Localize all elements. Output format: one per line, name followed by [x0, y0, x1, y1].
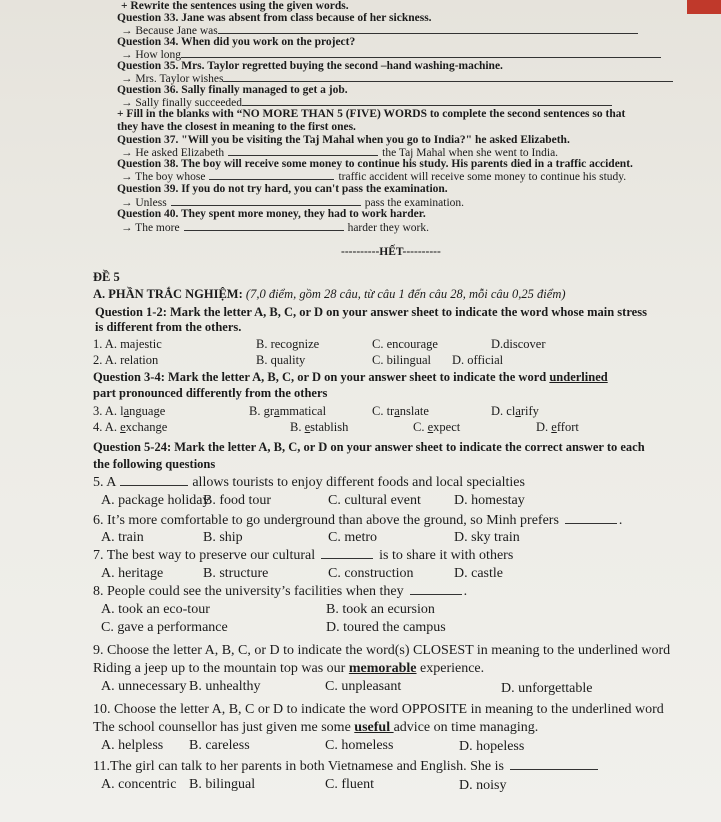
q34-stem: → How long [121, 49, 182, 61]
q4-a-under: e [120, 420, 126, 434]
q3-b-post: mmatical [279, 404, 327, 418]
q1-option-b[interactable]: B. recognize [256, 337, 320, 351]
q35-blank[interactable] [223, 72, 673, 82]
q5-24-instruction-l2: the following questions [93, 457, 216, 471]
q9-option-a[interactable]: A. unnecessary [101, 679, 187, 694]
q4-d-pre: D. [536, 420, 552, 434]
q33-stem: → Because Jane was [121, 25, 218, 37]
rewrite-heading: + Rewrite the sentences using the given words. [121, 0, 349, 12]
q4-c-pre: C. [413, 420, 428, 434]
q3-option-c[interactable] [372, 404, 429, 419]
q5-post: allows tourists to enjoy different foods and local specialties [192, 475, 525, 490]
q36-question: Question 36. Sally finally managed to get a job. [117, 84, 348, 96]
q34-blank[interactable] [181, 48, 661, 58]
q11-option-b[interactable]: B. bilingual [189, 777, 256, 792]
q7-option-d[interactable]: D. castle [454, 566, 503, 581]
q3-c-pre: C. tr [372, 404, 395, 418]
q39-question: Question 39. If you do not try hard, you can't pass the examination. [117, 183, 448, 195]
q40-answer-line [121, 221, 429, 234]
q8-option-d[interactable]: D. toured the campus [326, 620, 446, 635]
q9-option-c[interactable]: C. unpleasant [325, 679, 402, 694]
q6-option-d[interactable]: D. sky train [454, 530, 520, 545]
q3-4-instruction-l2: part pronounced differently from the others [93, 386, 328, 400]
q7-option-b[interactable]: B. structure [203, 566, 269, 581]
q3-option-b[interactable] [249, 404, 326, 419]
q38-question: Question 38. The boy will receive some money to continue his study. His parents died in a traffic accident. [117, 158, 633, 170]
q1-option-a[interactable]: 1. A. majestic [93, 337, 162, 351]
q7-blank[interactable] [321, 549, 373, 559]
q3-c-post: nslate [399, 404, 429, 418]
q5-stem [93, 475, 525, 491]
q4-c-under: e [427, 420, 434, 434]
q40-post: harder they work. [347, 222, 429, 234]
q8-end: . [463, 584, 468, 599]
end-marker: ----------HẾT---------- [341, 246, 441, 258]
q8-option-a[interactable]: A. took an eco-tour [101, 602, 210, 617]
q10-post: advice on time managing. [393, 720, 539, 735]
q3-a-under: a [123, 404, 130, 418]
q7-post: is to share it with others [379, 548, 514, 563]
q3-d-post: rify [520, 404, 539, 418]
q6-stem [93, 513, 622, 529]
q10-option-a[interactable]: A. helpless [101, 738, 164, 753]
q4-d-post: ffort [556, 420, 579, 434]
q3-4-text: Question 3-4: Mark the letter A, B, C, or D on your answer sheet to indicate the word [93, 370, 550, 384]
q40-blank[interactable] [184, 221, 344, 231]
section-a-bold: A. PHẦN TRẮC NGHIỆM: [93, 287, 246, 301]
q38-blank[interactable] [209, 170, 334, 180]
q4-a-post: xchange [125, 420, 168, 434]
red-corner-mark [687, 0, 721, 14]
fill-heading-line2: they have the closest in meaning to the first ones. [117, 121, 356, 133]
q36-stem: → Sally finally succeeded [121, 97, 243, 109]
q9-sentence [93, 661, 484, 677]
q4-b-pre: B. [290, 420, 305, 434]
q9-post: experience. [416, 661, 485, 676]
q2-option-d[interactable]: D. official [452, 353, 504, 367]
q33-question: Question 33. Jane was absent from class because of her sickness. [117, 12, 432, 24]
q34-question: Question 34. When did you work on the project? [117, 36, 356, 48]
q4-option-c[interactable] [413, 420, 460, 435]
q7-pre: 7. The best way to preserve our cultural [93, 548, 316, 563]
q3-d-pre: D. cl [491, 404, 516, 418]
q35-question: Question 35. Mrs. Taylor regretted buying the second –hand washing-machine. [117, 60, 503, 72]
q10-option-c[interactable]: C. homeless [325, 738, 394, 753]
q8-blank[interactable] [410, 585, 462, 595]
q2-option-a[interactable]: 2. A. relation [93, 353, 159, 367]
q4-b-under: e [304, 420, 311, 434]
q10-sentence [93, 720, 538, 736]
q2-option-b[interactable]: B. quality [256, 353, 306, 367]
section-a-italic: (7,0 điểm, gồm 28 câu, từ câu 1 đến câu 28, mỗi câu 0,25 điểm) [245, 287, 566, 301]
q37-pre: → He asked Elizabeth [121, 147, 225, 159]
q6-text: 6. It’s more comfortable to go underground than above the ground, so Minh prefers [93, 513, 559, 528]
q3-option-d[interactable] [491, 404, 539, 419]
q6-end: . [618, 513, 623, 528]
q10-underlined-word: useful [354, 720, 394, 735]
q6-option-a[interactable]: A. train [101, 530, 144, 545]
q37-blank[interactable] [228, 146, 378, 156]
q10-pre: The school counsellor has just given me some [93, 720, 355, 735]
q8-option-c[interactable]: C. gave a performance [101, 620, 228, 635]
q39-pre: → Unless [121, 197, 167, 209]
q1-option-c[interactable]: C. encourage [372, 337, 438, 351]
q4-option-b[interactable] [290, 420, 348, 435]
q3-option-a[interactable] [93, 404, 165, 419]
q6-blank[interactable] [565, 514, 617, 524]
q37-question: Question 37. "Will you be visiting the Taj Mahal when you go to India?" he asked Elizabeth. [117, 134, 570, 146]
q9-underlined-word: memorable [348, 661, 417, 676]
q1-2-instruction-l2: is different from the others. [95, 320, 242, 334]
q9-option-d[interactable]: D. unforgettable [501, 681, 593, 696]
q3-a-post: nguage [129, 404, 166, 418]
q5-option-b[interactable]: B. food tour [203, 493, 272, 508]
q3-b-pre: B. gr [249, 404, 274, 418]
q7-stem [93, 548, 513, 564]
q6-option-b[interactable]: B. ship [203, 530, 243, 545]
q4-c-post: xpect [433, 420, 461, 434]
q5-blank[interactable] [120, 476, 188, 486]
q4-option-a[interactable] [93, 420, 167, 435]
q11-blank[interactable] [510, 760, 598, 770]
q37-post: the Taj Mahal when she went to India. [382, 147, 559, 159]
fill-heading-line1: + Fill in the blanks with “NO MORE THAN 5 (FIVE) WORDS to complete the second sentences so that [117, 108, 626, 120]
exam-title: ĐỀ 5 [93, 270, 120, 284]
q9-option-b[interactable]: B. unhealthy [189, 679, 261, 694]
q40-pre: → The more [121, 222, 180, 234]
section-a-heading [93, 287, 566, 302]
q3-4-instruction-l1 [93, 370, 608, 385]
q1-option-d[interactable]: D.discover [491, 337, 546, 351]
q38-answer-line [121, 170, 626, 183]
q3-4-underlined-word: underlined [549, 370, 608, 384]
q4-option-d[interactable] [536, 420, 579, 435]
q11-option-a[interactable]: A. concentric [101, 777, 177, 792]
q11-option-d[interactable]: D. noisy [459, 778, 507, 793]
q3-b-under: a [274, 404, 280, 418]
q5-24-instruction-l1: Question 5-24: Mark the letter A, B, C, or D on your answer sheet to indicate the correct answer to each [93, 440, 645, 454]
q40-question: Question 40. They spent more money, they had to work harder. [117, 208, 426, 220]
q3-c-under: a [394, 404, 400, 418]
q39-blank[interactable] [171, 196, 361, 206]
q36-blank[interactable] [242, 96, 612, 106]
q4-b-post: stablish [310, 420, 349, 434]
q39-post: pass the examination. [364, 197, 465, 209]
q6-option-c[interactable]: C. metro [328, 530, 377, 545]
q7-option-a[interactable]: A. heritage [101, 566, 164, 581]
q4-num: 4. A. [93, 420, 121, 434]
q5-option-c[interactable]: C. cultural event [328, 493, 421, 508]
q5-pre: 5. A [93, 475, 117, 490]
q3-d-under: a [515, 404, 521, 418]
q35-stem: → Mrs. Taylor wishes [121, 73, 224, 85]
q2-option-c[interactable]: C. bilingual [372, 353, 432, 367]
q9-pre: Riding a jeep up to the mountain top was our [93, 661, 349, 676]
q8-stem [93, 584, 467, 600]
q10-instruction: 10. Choose the letter A, B, C or D to indicate the word OPPOSITE in meaning to the underlined word [93, 702, 664, 717]
q38-post: traffic accident will receive some money to continue his study. [338, 171, 627, 183]
q33-blank[interactable] [218, 24, 638, 34]
q5-option-a[interactable]: A. package holiday [101, 493, 210, 508]
q8-option-b[interactable]: B. took an ecursion [326, 602, 435, 617]
q11-stem [93, 759, 598, 775]
q10-option-d[interactable]: D. hopeless [459, 739, 525, 754]
q1-2-instruction-l1: Question 1-2: Mark the letter A, B, C, or D on your answer sheet to indicate the word whose main stress [95, 305, 647, 319]
q4-d-under: e [551, 420, 557, 434]
q11-text: 11.The girl can talk to her parents in both Vietnamese and English. She is [93, 759, 504, 774]
q9-instruction: 9. Choose the letter A, B, C, or D to indicate the word(s) CLOSEST in meaning to the underlined word [93, 643, 671, 658]
q3-a-pre: l [120, 404, 124, 418]
q5-option-d[interactable]: D. homestay [454, 493, 525, 508]
q8-text: 8. People could see the university’s facilities when they [93, 584, 404, 599]
q10-option-b[interactable]: B. careless [189, 738, 250, 753]
q3-num: 3. A. [93, 404, 121, 418]
q7-option-c[interactable]: C. construction [328, 566, 414, 581]
q38-pre: → The boy whose [121, 171, 206, 183]
q11-option-c[interactable]: C. fluent [325, 777, 374, 792]
